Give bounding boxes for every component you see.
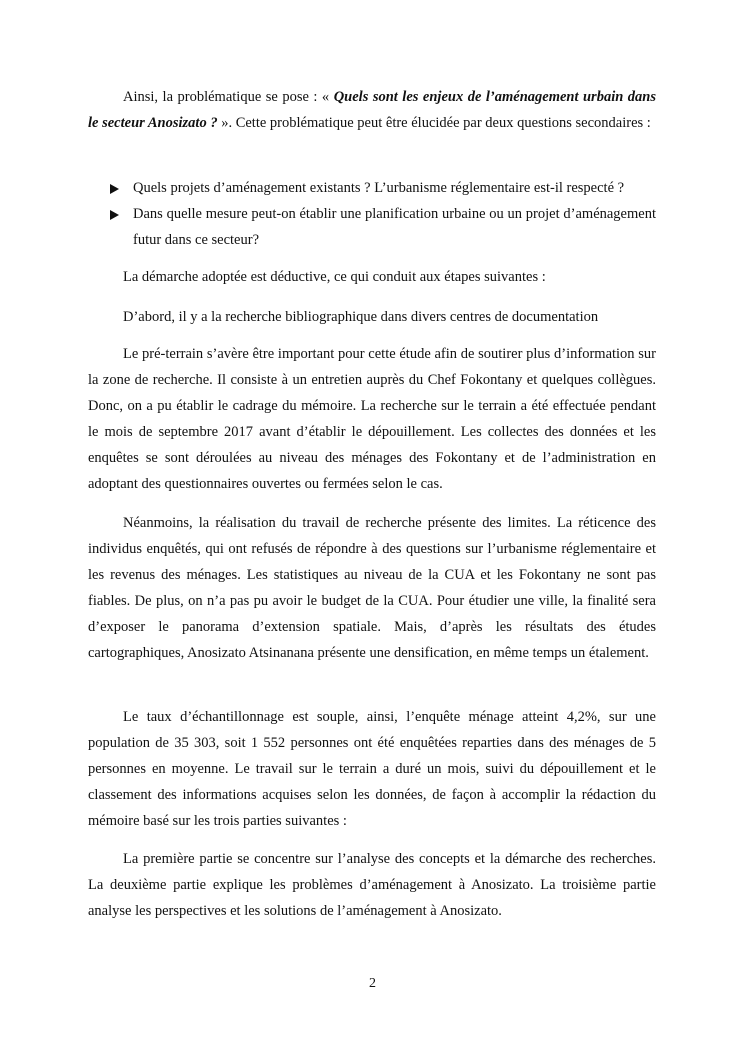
arrow-bullet-icon [110,184,119,194]
echantillonnage-paragraph: Le taux d’échantillonnage est souple, ainsi, l’enquête ménage atteint 4,2%, sur une population de 35 303, soit 1 552 personnes ont été enquêtées reparties dans des ménages de 5 personnes en moyenne. Le travail sur le terrain a duré un mois, suivi du dépouillement et le classement des informations acquises selon les données, de façon à accomplir la rédaction du mémoire basé sur les trois parties suivantes : [88,709,656,829]
research-question: Quels sont les enjeux de l’aménagement urbain dans le secteur Anosizato ? [88,89,656,131]
demarche-paragraph: La démarche adoptée est déductive, ce qui conduit aux étapes suivantes : [123,269,546,285]
intro-text-after: ». Cette problématique peut être élucidée par deux questions secondaires : [217,115,651,131]
intro-text-before: Ainsi, la problématique se pose : « [123,89,334,105]
page-number: 2 [369,976,376,991]
bullet-text: Quels projets d’aménagement existants ? L’urbanisme réglementaire est-il respecté ? [133,180,625,196]
bullet-text: Dans quelle mesure peut-on établir une planification urbaine ou un projet d’aménagement futur dans ce secteur? [133,206,656,248]
parties-paragraph: La première partie se concentre sur l’analyse des concepts et la démarche des recherches. La deuxième partie explique les problèmes d’aménagement à Anosizato. La troisième partie analyse les perspectives et les solutions de l’aménagement à Anosizato. [88,851,656,919]
list-item [110,175,656,201]
preterrain-paragraph: Le pré-terrain s’avère être important pour cette étude afin de soutirer plus d’information sur la zone de recherche. Il consiste à un entretien auprès du Chef Fokontany et quelques collègues. Donc, on a pu établir le cadrage du mémoire. La recherche sur le terrain a été effectuée pendant le mois de septembre 2017 avant d’établir le dépouillement. Les collectes des données et les enquêtes se sont déroulées au niveau des ménages des Fokontany et de l’administration en adoptant des questionnaires ouvertes ou fermées selon le cas. [88,346,656,492]
secondary-questions-list [110,175,656,253]
intro-paragraph [88,84,656,136]
limites-paragraph: Néanmoins, la réalisation du travail de recherche présente des limites. La réticence des individus enquêtés, qui ont refusés de répondre à des questions sur l’urbanisme réglementaire et les revenus des ménages. Les statistiques au niveau de la CUA et les Fokontany ne sont pas fiables. De plus, on n’a pas pu avoir le budget de la CUA. Pour étudier une ville, la finalité sera d’exposer le panorama d’extension spatiale. Mais, d’après les résultats des études cartographiques, Anosizato Atsinanana présente une densification, en même temps un étalement. [88,515,656,661]
arrow-bullet-icon [110,210,119,220]
list-item [110,201,656,253]
abord-paragraph: D’abord, il y a la recherche bibliographique dans divers centres de documentation [123,309,599,325]
